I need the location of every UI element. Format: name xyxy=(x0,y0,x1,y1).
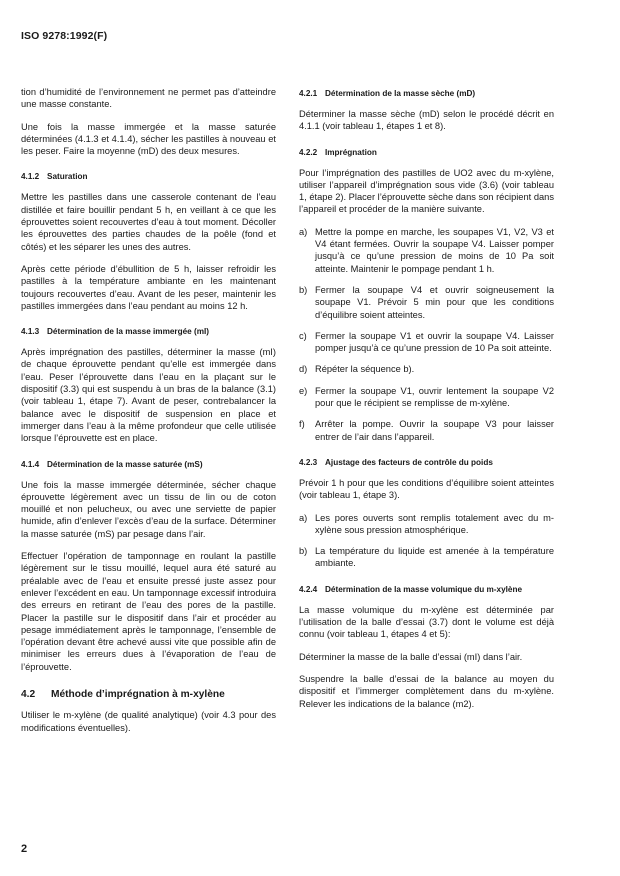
section-number: 4.1.3 xyxy=(21,327,40,337)
section-number: 4.2.4 xyxy=(299,584,318,594)
list-item xyxy=(299,545,554,570)
section-title: Détermination de la masse saturée (mS) xyxy=(47,459,203,469)
paragraph: Pour l’imprégnation des pastilles de UO2 avec du m-xylène, utiliser l’appareil d’imprégnation sous vide (3.6) (voir tableau 1, étape 2). Placer l’éprouvette sèche dans son récipient dans l’appareil et procéder de la manière suivante. xyxy=(299,167,554,215)
section-heading-4-1-3 xyxy=(21,326,276,337)
paragraph: tion d’humidité de l’environnement ne permet pas d’atteindre une masse constante. xyxy=(21,87,276,110)
list-item xyxy=(299,226,554,275)
paragraph: Suspendre la balle d’essai de la balance au moyen du dispositif et l’immerger complètement dans du m-xylène. Relever les indications de la balance (m2). xyxy=(299,673,554,709)
list-marker: a) xyxy=(299,226,308,237)
section-number: 4.2 xyxy=(21,688,36,700)
left-column xyxy=(21,86,276,744)
list-text: La température du liquide est amenée à la température ambiante. xyxy=(315,546,554,569)
list-text: Les pores ouverts sont remplis totalement avec du m-xylène sous pression atmosphérique. xyxy=(315,512,554,535)
section-title: Détermination de la masse volumique du m-xylène xyxy=(325,584,523,594)
paragraph: Mettre les pastilles dans une casserole contenant de l’eau distillée et faire bouillir pendant 5 h, en veillant à ce que les éprouvettes soient recouvertes d’eau à tout moment. Décoller les éprouvettes des parties chaudes de la poêle (fond et côtés) et les séparer les unes des autres. xyxy=(21,192,276,252)
list-marker: b) xyxy=(299,284,308,295)
list-text: Mettre la pompe en marche, les soupapes V1, V2, V3 et V4 étant fermées. Ouvrir la soupape V4. Laisser pomper jusqu’à ce qu’une pression de moins de 10 Pa soit atteinte. Maintenir le pompage pendant 1 h. xyxy=(315,226,554,274)
paragraph: Déterminer la masse de la balle d’essai (mI) dans l’air. xyxy=(299,651,523,662)
section-number: 4.2.2 xyxy=(299,147,318,157)
list-item xyxy=(299,512,554,537)
list-marker: c) xyxy=(299,330,307,341)
section-number: 4.2.1 xyxy=(299,89,318,98)
paragraph: Déterminer la masse sèche (mD) selon le procédé décrit en 4.1.1 (voir tableau 1, étapes 1 et 8). xyxy=(299,109,554,132)
list-item xyxy=(299,330,554,355)
section-number: 4.1.2 xyxy=(21,172,40,182)
list-text: Fermer la soupape V4 et ouvrir soigneusement la soupape V1. Prévoir 5 min pour que les conditions d’équilibre soient atteintes. xyxy=(315,284,554,320)
section-heading-4-2-2 xyxy=(299,147,554,158)
section-title: Saturation xyxy=(47,172,88,182)
paragraph: Effectuer l’opération de tamponnage en roulant la pastille légèrement sur le tissu mouillé, lequel aura été saturé au préalable avec de l’eau et ensuite pressé juste assez pour enlever l’excédent en eau. Un tamponnage excessif introduira des erreurs en retirant de l’eau des pores de la pastille. Placer la pastille sur le dispositif dans l’air et procéder au pesage immédiatement après le tamponnage, l’ensemble de l’opération devant être achevé aussi vite que possible afin de minimiser les erreurs dues à l’évaporation de l’eau de l’éprouvette. xyxy=(21,551,276,672)
paragraph: Utiliser le m-xylène (de qualité analytique) (voir 4.3 pour des modifications éventuelles). xyxy=(21,710,276,733)
list-item xyxy=(299,284,554,321)
paragraph: Après imprégnation des pastilles, déterminer la masse (mI) de chaque éprouvette pendant qu’elle est immergée dans l’eau. Peser l’éprouvette dans l’eau en la plaçant sur le dispositif (3.3) qui est suspendu à un bras de la balance (3.1) (voir tableau 1, étape 7). Avant de peser, contrebalancer la balance avec le dispositif de suspension en place et immerger dans l’eau à la même profondeur que celle utilisée lorsque l’éprouvette est en place. xyxy=(21,347,276,444)
list-text: Arrêter la pompe. Ouvrir la soupape V3 pour laisser entrer de l’air dans l’appareil. xyxy=(315,419,554,442)
section-title: Détermination de la masse immergée (mI) xyxy=(47,327,209,337)
document-header: ISO 9278:1992(F) xyxy=(21,30,108,42)
section-heading-4-1-4 xyxy=(21,459,276,470)
section-title: Ajustage des facteurs de contrôle du poids xyxy=(325,457,493,467)
list-text: Répéter la séquence b). xyxy=(315,364,415,375)
paragraph: Après cette période d’ébullition de 5 h, laisser refroidir les pastilles à la température ambiante en les maintenant toujours recouvertes d’eau. Avant de les peser, maintenir les pastilles immergées dans l’eau pendant au moins 12 h. xyxy=(21,263,276,311)
list-item xyxy=(299,385,554,410)
list-text: Fermer la soupape V1 et ouvrir la soupape V4. Laisser pomper jusqu’à ce qu’une pression de 10 Pa soit atteinte. xyxy=(315,330,554,354)
section-heading-4-1-2 xyxy=(21,171,276,182)
section-number: 4.1.4 xyxy=(21,459,40,469)
paragraph: La masse volumique du m-xylène est déterminée par l’utilisation de la balle d’essai (3.7) dont le volume est déjà connu (voir tableau 1, étapes 4 et 5): xyxy=(299,604,554,640)
section-heading-4-2-3 xyxy=(299,457,554,468)
list-marker: e) xyxy=(299,385,308,396)
list-item xyxy=(299,363,554,375)
list-item xyxy=(299,418,554,443)
section-number: 4.2.3 xyxy=(299,457,318,467)
list-marker: d) xyxy=(299,364,308,375)
list-text: Fermer la soupape V1, ouvrir lentement la soupape V2 pour que le récipient se remplisse de m-xylène. xyxy=(315,385,554,409)
section-title: Imprégnation xyxy=(325,147,377,157)
section-title: Méthode d’imprégnation à m-xylène xyxy=(51,688,225,700)
list-marker: b) xyxy=(299,546,308,557)
conditions-list xyxy=(299,512,554,570)
list-marker: f) xyxy=(299,419,305,430)
paragraph: Une fois la masse immergée déterminée, sécher chaque éprouvette légèrement avec un tissu de lin ou de coton mouillé et non pelucheux, ou avec une serviette de papier humide, afin d’enlever l’excès d’eau de la surface. Déterminer la masse saturée (mS) par pesage dans l’air. xyxy=(21,479,276,539)
section-title: Détermination de la masse sèche (mD) xyxy=(325,89,476,98)
list-marker: a) xyxy=(299,512,308,523)
section-heading-4-2 xyxy=(21,689,276,701)
right-column xyxy=(299,86,554,720)
procedure-steps xyxy=(299,226,554,443)
paragraph: Prévoir 1 h pour que les conditions d’équilibre soient atteintes (voir tableau 1, étape 3). xyxy=(299,477,554,501)
section-heading-4-2-4 xyxy=(299,584,554,595)
section-heading-4-2-1 xyxy=(299,88,554,99)
page-number: 2 xyxy=(21,843,28,855)
paragraph: Une fois la masse immergée et la masse saturée déterminées (4.1.3 et 4.1.4), sécher les pastilles à nouveau et les peser. Faire la moyenne (mD) des deux mesures. xyxy=(21,121,276,157)
